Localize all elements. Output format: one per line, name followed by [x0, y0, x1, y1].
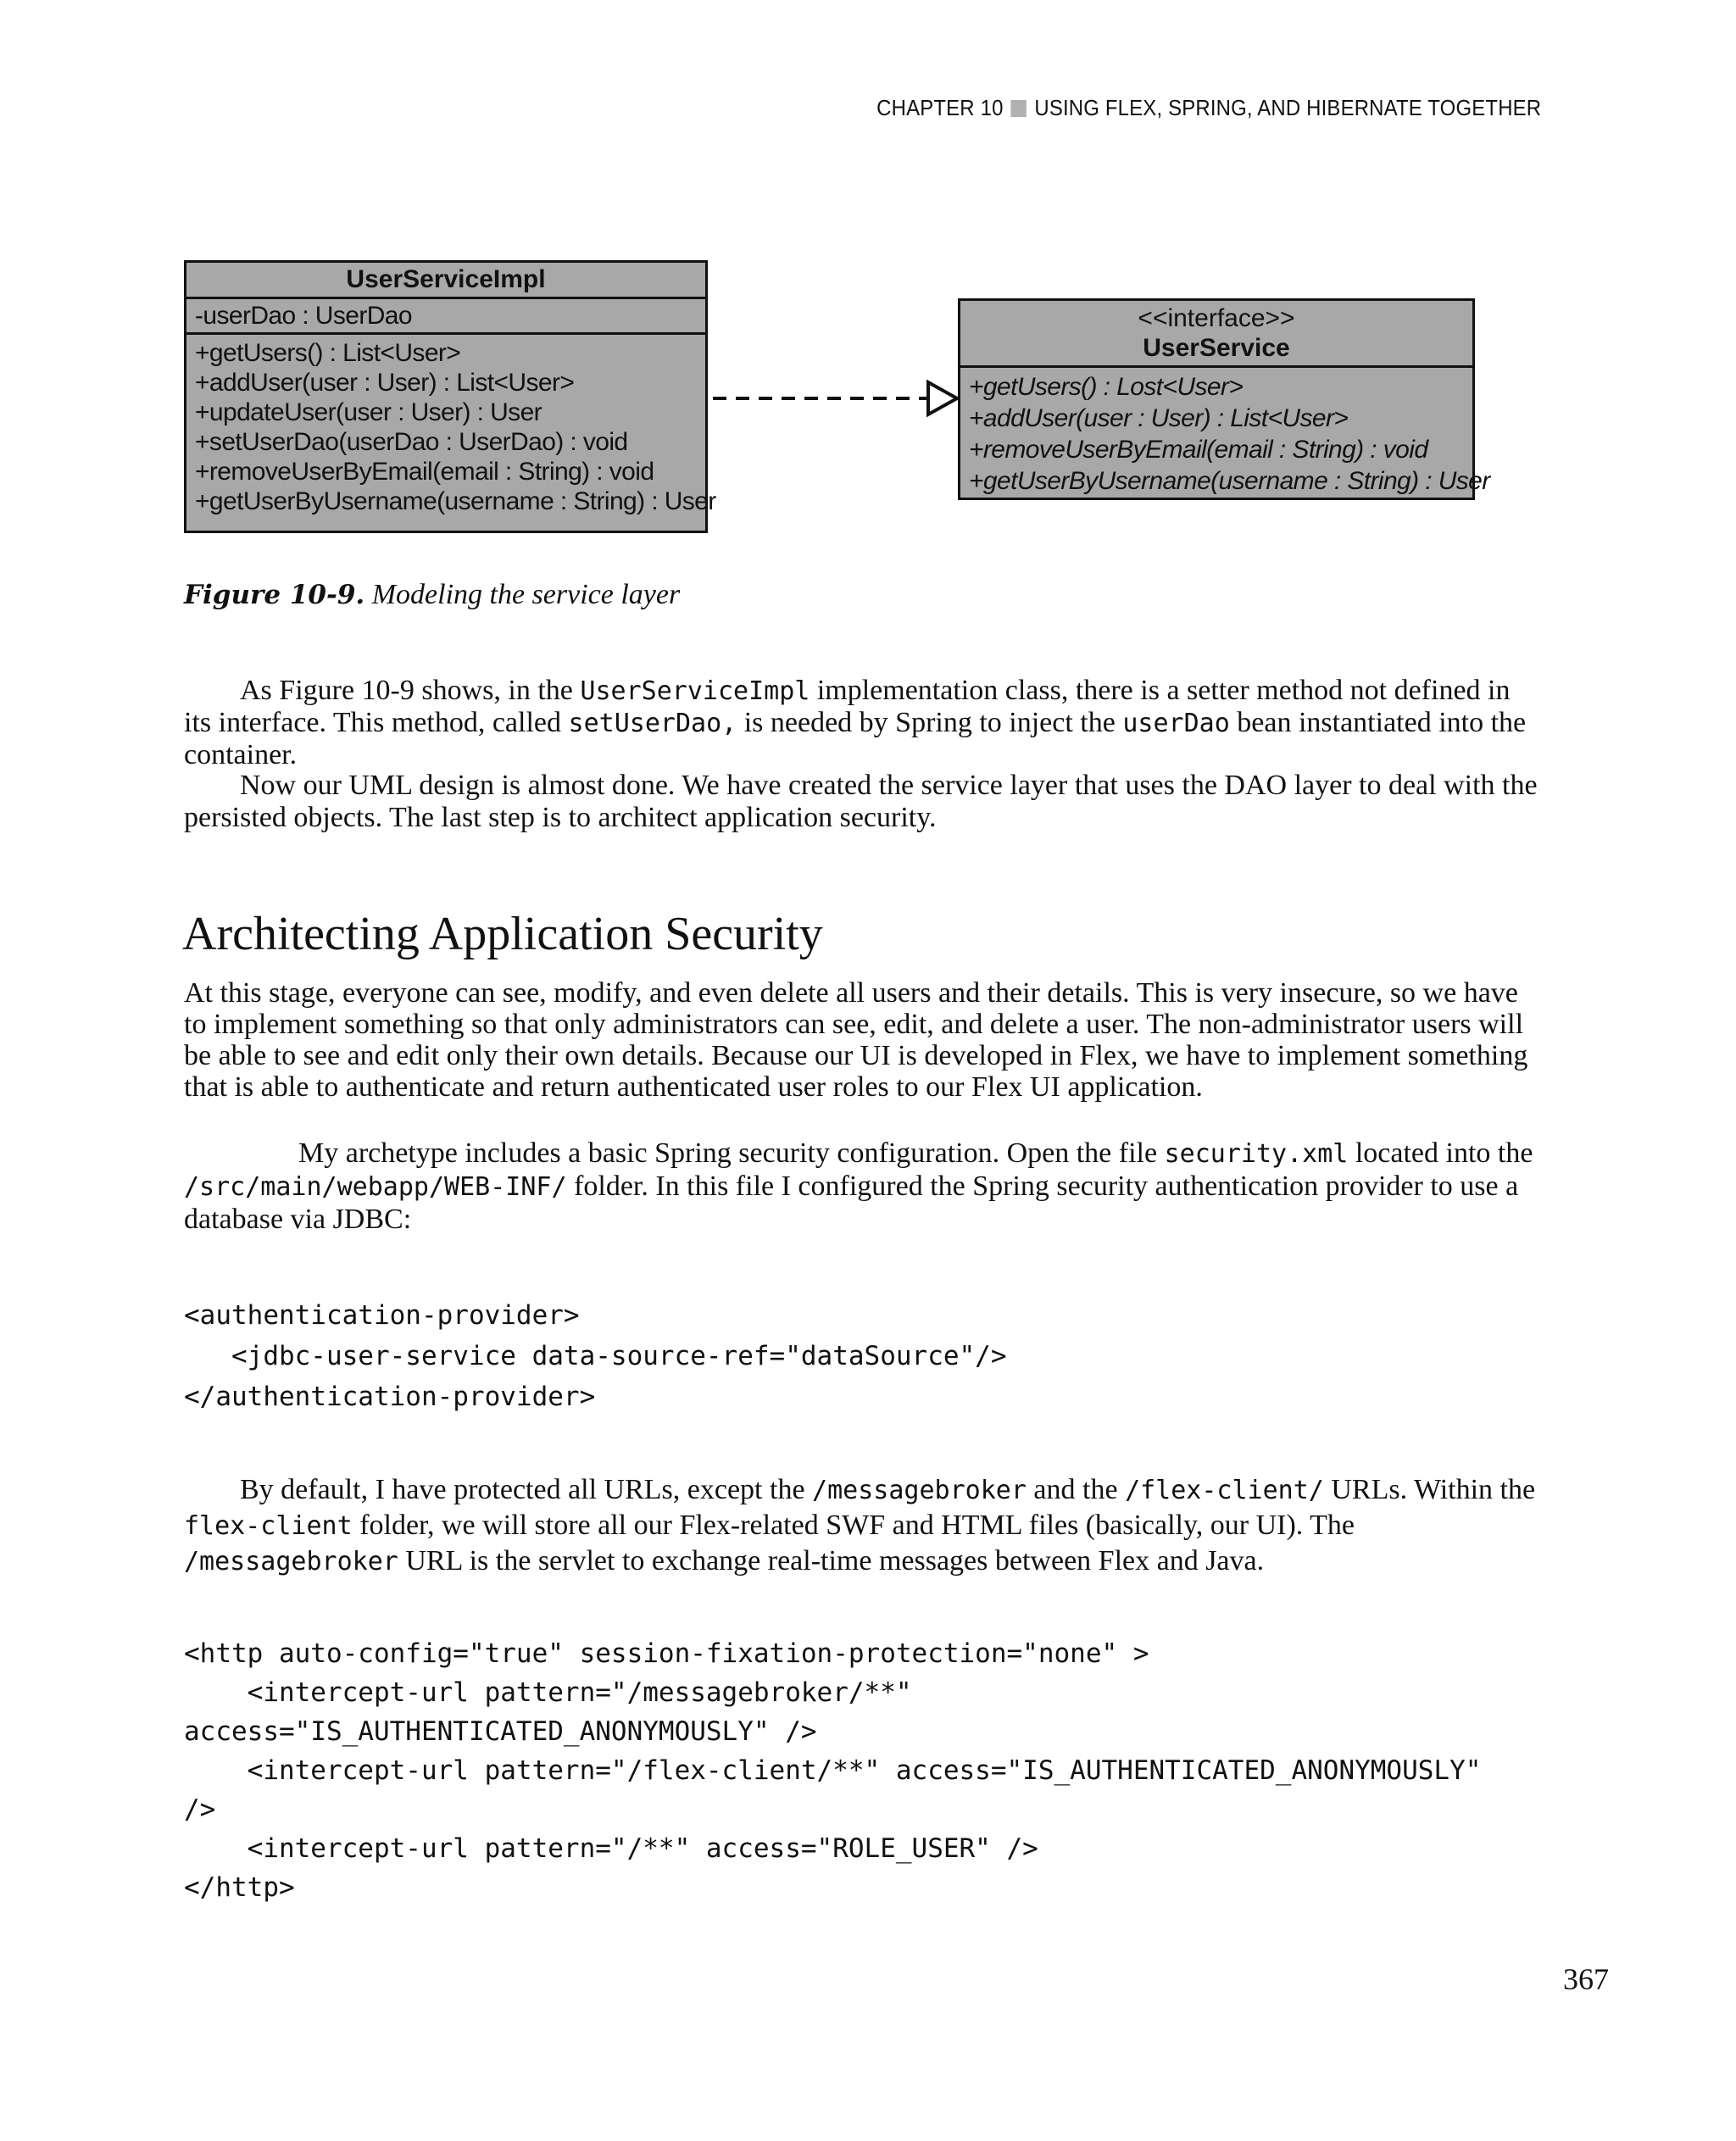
code-block: <http auto-config="true" session-fixation-protection="none" > <intercept-url pattern="/messagebroker/**" access="IS_AUTHENTICATED_ANONYMOUSLY" /> <intercept-url pattern="/flex-client/**" access="IS_AUTHENTICATED_ANONYMOUSLY" /> <intercept-url pattern="/**" access="ROLE_USER" /> </http> — [184, 1638, 1482, 1903]
paragraph: By default, I have protected all URLs, except the /messagebroker and the /flex-client/ URLs. Within the flex-client folder, we will store all our Flex-related SWF and HTML files (basically, our UI). The /messagebroker URL is the servlet to exchange real-time messages between Flex and Java. — [184, 1474, 1536, 1577]
header-separator-square — [1011, 100, 1027, 117]
inline-code: /messagebroker — [812, 1476, 1027, 1505]
code-block: <authentication-provider> <jdbc-user-service data-source-ref="dataSource"/> </authentication-provider> — [184, 1300, 1007, 1412]
figure-caption — [184, 579, 680, 611]
uml-attribute: -userDao : UserDao — [195, 302, 412, 330]
chapter-label: CHAPTER 10 — [876, 95, 1004, 120]
uml-interface-name: UserService — [1143, 334, 1290, 362]
uml-method: +removeUserByEmail(email : String) : void — [969, 436, 1428, 464]
uml-attributes — [186, 297, 705, 332]
inline-code: UserServiceImpl — [580, 676, 810, 706]
uml-method: +setUserDao(userDao : UserDao) : void — [195, 428, 628, 456]
uml-method: +addUser(user : User) : List<User> — [969, 404, 1349, 432]
inline-code: /messagebroker — [184, 1547, 398, 1577]
uml-method: +getUsers() : List<User> — [195, 339, 461, 367]
paragraph: As Figure 10-9 shows, in the UserServiceImpl implementation class, there is a setter method not defined in its interface. This method, called setUserDao, is needed by Spring to inject the userDao bean instantiated into the container. — [184, 675, 1527, 770]
uml-method: +updateUser(user : User) : User — [195, 398, 542, 426]
uml-class-name: UserServiceImpl — [346, 265, 546, 293]
inline-code: setUserDao, — [568, 709, 737, 738]
uml-stereotype: <<interface>> — [1138, 304, 1295, 332]
hollow-triangle-arrowhead-icon — [928, 382, 957, 414]
paragraph: Now our UML design is almost done. We have created the service layer that uses the DAO layer to deal with the persisted objects. The last step is to architect application security. — [184, 770, 1538, 833]
inline-code: security.xml — [1164, 1139, 1349, 1169]
inline-code: /flex-client/ — [1125, 1476, 1324, 1505]
uml-method: +getUserByUsername(username : String) : User — [195, 487, 716, 515]
uml-class-userserviceimpl — [184, 260, 716, 533]
inline-code: userDao — [1122, 709, 1230, 738]
paragraph: At this stage, everyone can see, modify, and even delete all users and their details. This is very insecure, so we have to implement something so that only administrators can see, edit, and delete a user. The non-administrator users will be able to see and edit only their own details. Because our UI is developed in Flex, we have to implement something that is able to authenticate and return authenticated user roles to our Flex UI application. — [184, 977, 1528, 1103]
uml-method: +addUser(user : User) : List<User> — [195, 369, 575, 397]
figure-caption-text: Modeling the service layer — [371, 579, 681, 610]
chapter-title: USING FLEX, SPRING, AND HIBERNATE TOGETHER — [1034, 95, 1541, 120]
paragraph: My archetype includes a basic Spring security configuration. Open the file security.xml located into the /src/main/webapp/WEB-INF/ folder. In this file I configured the Spring security authentication provider to use a database via JDBC: — [184, 1137, 1533, 1235]
running-header — [876, 95, 1541, 121]
uml-method: +removeUserByEmail(email : String) : void — [195, 458, 654, 486]
inline-code: flex-client — [184, 1511, 353, 1541]
figure-label: Figure 10-9. — [184, 580, 365, 610]
page-number: 367 — [1563, 1962, 1609, 1996]
uml-method: +getUserByUsername(username : String) : User — [969, 467, 1490, 495]
realization-arrow — [708, 377, 962, 420]
uml-interface-userservice — [958, 298, 1490, 500]
uml-methods — [960, 365, 1490, 502]
uml-methods — [186, 332, 716, 521]
uml-method: +getUsers() : Lost<User> — [969, 373, 1244, 401]
inline-code: /src/main/webapp/WEB-INF/ — [184, 1172, 567, 1202]
section-heading: Architecting Application Security — [182, 908, 823, 960]
